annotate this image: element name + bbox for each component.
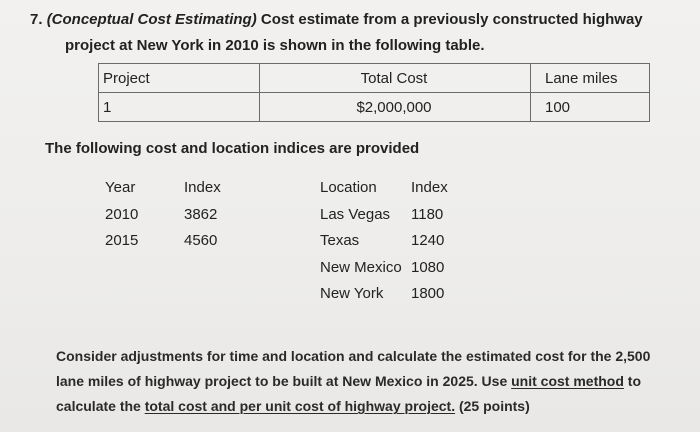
- question-number: 7.: [30, 11, 43, 28]
- table-row: [99, 93, 650, 122]
- location-index-cell: 1240: [411, 232, 445, 249]
- indices-intro: The following cost and location indices are provided: [45, 140, 420, 157]
- question-header: [30, 11, 643, 28]
- instructions-line3-end: (25 points): [458, 398, 530, 414]
- location-index-cell: 1080: [411, 259, 445, 276]
- year-header: Year: [105, 179, 136, 196]
- header-total-cost: Total Cost: [260, 64, 531, 93]
- cell-project: 1: [99, 93, 260, 122]
- location-index-cell: 1180: [411, 206, 444, 223]
- total-cost-emphasis: total cost and per unit cost of highway project.: [144, 398, 456, 414]
- instructions-line1: Consider adjustments for time and location and calculate the estimated cost for the 2,500: [56, 348, 651, 364]
- location-cell: Texas: [320, 232, 360, 249]
- location-cell: New Mexico: [320, 259, 402, 276]
- project-table: [98, 63, 650, 122]
- header-lane-miles: Lane miles: [531, 64, 650, 93]
- location-index-cell: 1800: [411, 285, 445, 302]
- question-text-line2: project at New York in 2010 is shown in the following table.: [65, 37, 485, 54]
- year-index-cell: 4560: [184, 232, 218, 249]
- year-index-cell: 3862: [184, 206, 218, 223]
- location-index-header: Index: [411, 179, 448, 196]
- location-cell: Las Vegas: [320, 206, 391, 223]
- instructions-line3-text: calculate the: [56, 398, 141, 414]
- instructions-line2-end: to: [627, 373, 642, 389]
- question-title: (Conceptual Cost Estimating): [46, 11, 257, 28]
- location-cell: New York: [320, 285, 384, 302]
- cell-total-cost: $2,000,000: [260, 93, 531, 122]
- unit-cost-method-emphasis: unit cost method: [511, 373, 624, 389]
- table-header-row: [99, 64, 650, 93]
- year-index-header: Index: [184, 179, 221, 196]
- instructions-line2-text: lane miles of highway project to be built at New Mexico in 2025. Use: [56, 373, 508, 389]
- instructions-line2: [56, 371, 641, 392]
- year-cell: 2015: [105, 232, 139, 249]
- year-cell: 2010: [105, 206, 139, 223]
- question-text-line1: Cost estimate from a previously constructed highway: [260, 11, 643, 28]
- header-project: Project: [99, 64, 260, 93]
- cell-lane-miles: 100: [531, 93, 650, 122]
- location-header: Location: [320, 179, 377, 196]
- instructions-line3: [56, 396, 530, 417]
